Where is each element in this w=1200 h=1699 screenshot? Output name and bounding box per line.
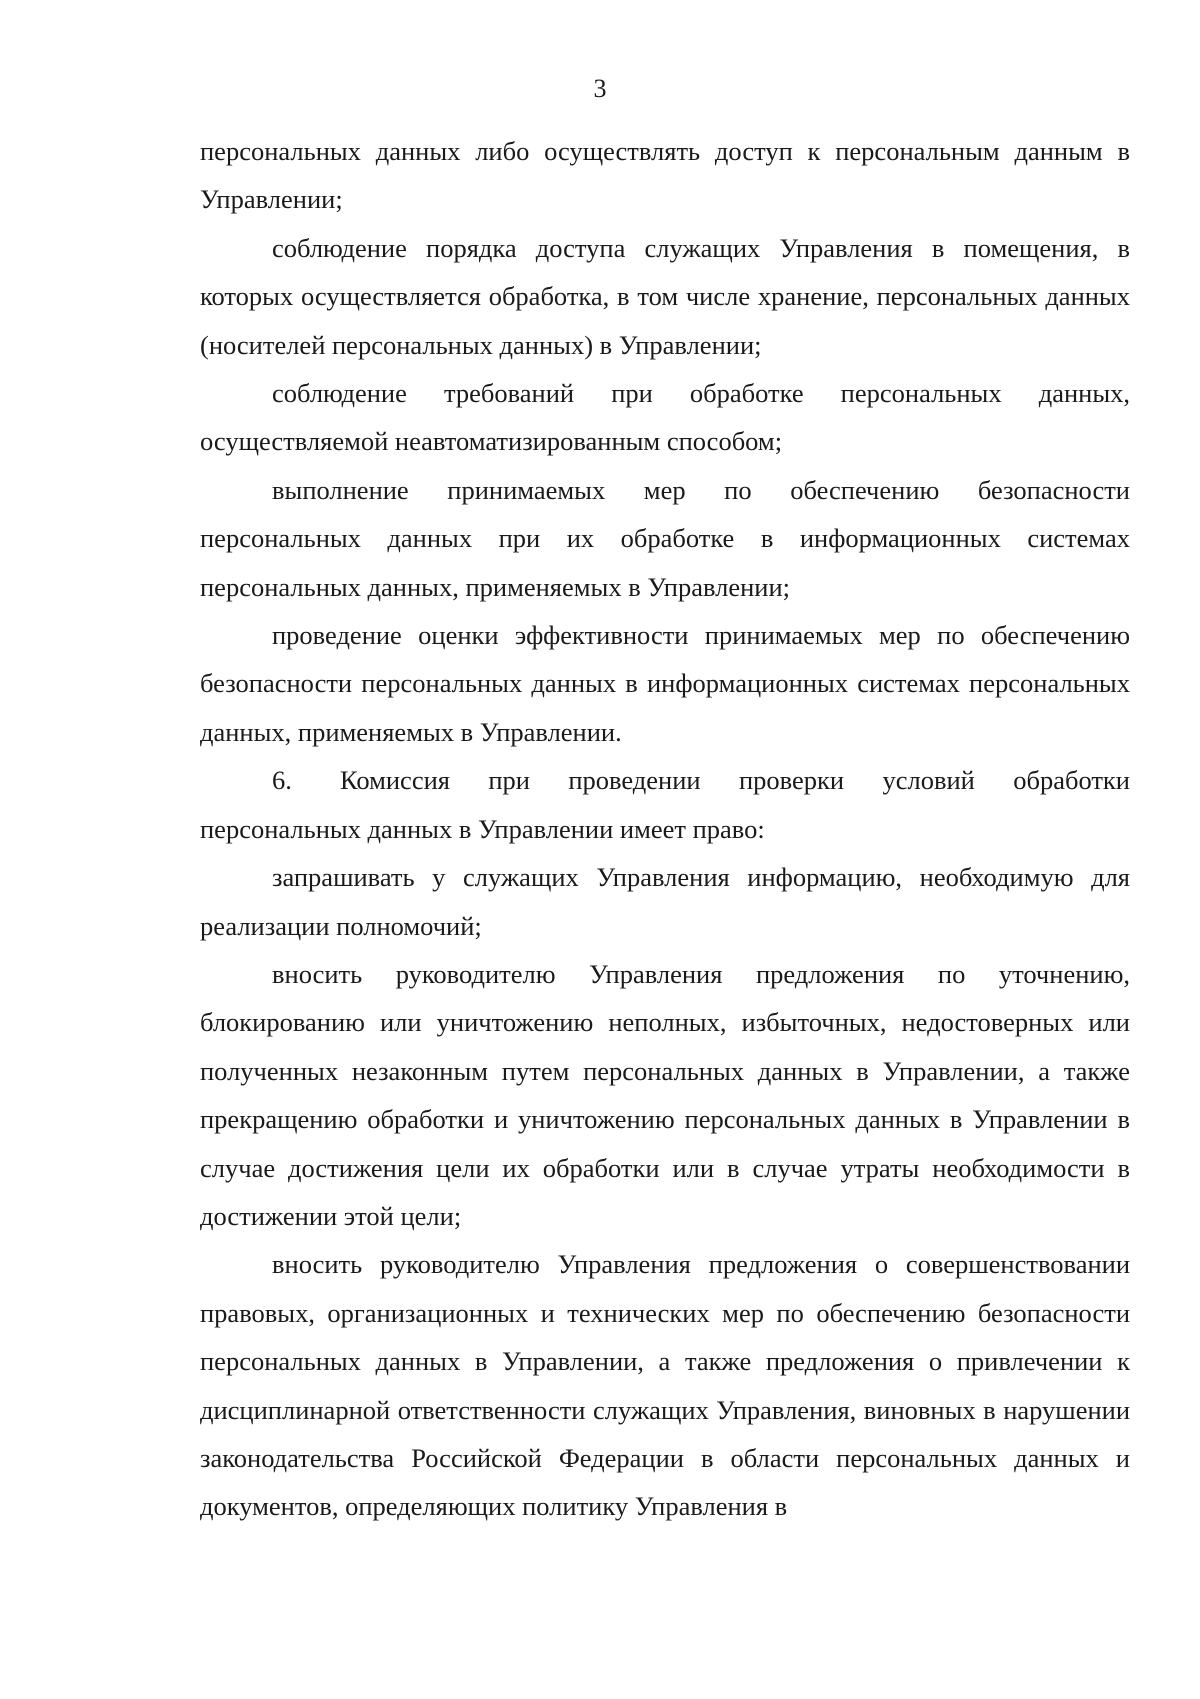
numbered-paragraph <box>200 756 1130 853</box>
paragraph-text: Комиссия при проведении проверки условий обработки персональных данных в Управлении имеет право: <box>200 765 1130 844</box>
paragraph: проведение оценки эффективности принимаемых мер по обеспечению безопасности персональных данных в информационных системах персональных данных, применяемых в Управлении. <box>200 620 1130 747</box>
paragraph: соблюдение требований при обработке персональных данных, осуществляемой неавтоматизированным способом; <box>200 378 1130 457</box>
document-body <box>200 127 1130 1531</box>
paragraph: вносить руководителю Управления предложения по уточнению, блокированию или уничтожению неполных, избыточных, недостоверных или полученных незаконным путем персональных данных в Управлении, а также прекращению обработки и уничтожению персональных данных в Управлении в случае достижения цели их обработки или в случае утраты необходимости в достижении этой цели; <box>200 958 1130 1231</box>
page-number: 3 <box>593 74 607 103</box>
paragraph: персональных данных либо осуществлять доступ к персональным данным в Управлении; <box>200 136 1130 215</box>
paragraph: выполнение принимаемых мер по обеспечению безопасности персональных данных при их обработке в информационных системах персональных данных, применяемых в Управлении; <box>200 474 1130 602</box>
paragraph-number: 6. <box>272 765 292 796</box>
paragraph: вносить руководителю Управления предложения о совершенствовании правовых, организационных и технических мер по обеспечению безопасности персональных данных в Управлении, а также предложения о привлечении к дисциплинарной ответственности служащих Управления, виновных в нарушении законодательства Российской Федерации в области персональных данных и документов, определяющих политику Управления в <box>200 1249 1130 1522</box>
paragraph: соблюдение порядка доступа служащих Управления в помещения, в которых осуществляется обработка, в том числе хранение, персональных данных (носителей персональных данных) в Управлении; <box>200 232 1130 360</box>
paragraph: запрашивать у служащих Управления информацию, необходимую для реализации полномочий; <box>200 862 1130 941</box>
